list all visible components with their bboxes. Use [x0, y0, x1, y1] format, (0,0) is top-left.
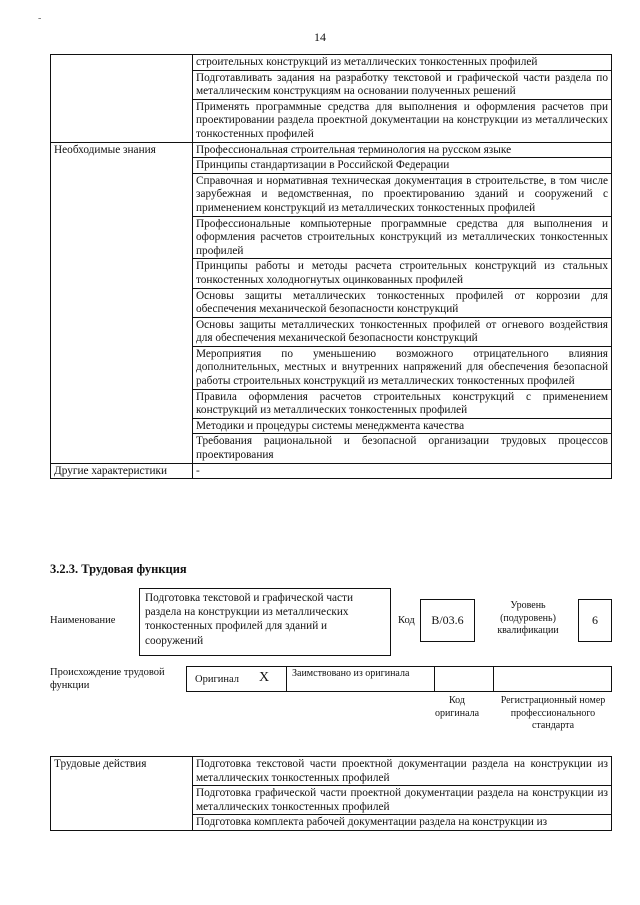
knowledge-item: Основы защиты металлических тонкостенных профилей от огневого воздействия для обеспечения механической безопасности конструкций: [193, 317, 612, 346]
other-characteristics-label: Другие характеристики: [51, 463, 193, 479]
knowledge-item: Основы защиты металлических тонкостенных профилей от коррозии для обеспечения механической безопасности конструкций: [193, 288, 612, 317]
origin-divider: [286, 666, 287, 692]
knowledge-item: Методики и процедуры системы менеджмента качества: [193, 418, 612, 434]
table-row: [51, 55, 612, 71]
page-number: 14: [314, 30, 326, 44]
function-name-box: [139, 588, 391, 656]
table-row: [51, 463, 612, 479]
level-box: [578, 599, 612, 642]
skills-category-cell: [51, 55, 193, 143]
knowledge-item: Профессиональная строительная терминология на русском языке: [193, 142, 612, 158]
table-row: [51, 757, 612, 786]
level-value: 6: [592, 613, 598, 627]
knowledge-item: Требования рациональной и безопасной организации трудовых процессов проектирования: [193, 434, 612, 463]
knowledge-item: Справочная и нормативная техническая документация в строительстве, в том числе зарубежная и ведомственная, по проектированию зданий и сооружений с применением конструкций из металлических тонкостенных профилей: [193, 173, 612, 216]
corner-mark: -: [38, 13, 42, 24]
name-label: Наименование: [50, 615, 116, 626]
knowledge-label: Необходимые знания: [51, 142, 193, 463]
knowledge-item: Правила оформления расчетов строительных конструкций с применением конструкций из металлических тонкостенных профилей: [193, 389, 612, 418]
code-original-caption: Код оригинала: [434, 695, 480, 719]
code-value: B/03.6: [431, 613, 464, 627]
code-label: Код: [398, 615, 415, 626]
borrowed-label: Заимствовано из оригинала: [292, 668, 410, 679]
origin-divider: [493, 666, 494, 692]
level-label: Уровень (подуровень) квалификации: [497, 600, 559, 636]
skill-item: строительных конструкций из металлических тонкостенных профилей: [193, 55, 612, 71]
origin-label: Происхождение трудовой функции: [50, 667, 165, 691]
origin-box: [186, 666, 612, 692]
action-item: Подготовка комплекта рабочей документации раздела на конструкции из: [193, 815, 612, 831]
code-box: [420, 599, 475, 642]
skill-item: Подготавливать задания на разработку текстовой и графической части раздела по металлическим конструкциям на основании полученных решений: [193, 70, 612, 99]
action-item: Подготовка графической части проектной документации раздела на конструкции из металлических тонкостенных профилей: [193, 786, 612, 815]
registration-number-caption: Регистрационный номер профессионального стандарта: [500, 695, 606, 731]
section-title: 3.2.3. Трудовая функция: [50, 562, 187, 576]
knowledge-item: Профессиональные компьютерные программные средства для выполнения и оформления расчетов строительных конструкций из металлических тонкостенных профилей: [193, 216, 612, 259]
knowledge-item: Мероприятия по уменьшению возможного отрицательного влияния дополнительных, местных и внутренних напряжений для обеспечения безопасной работы строительных конструкций из металлических тонкостенных профилей: [193, 346, 612, 389]
labour-actions-table: [50, 756, 612, 831]
function-name-value: Подготовка текстовой и графической части раздела на конструкции из металлических тонкостенных профилей для зданий и сооружений: [145, 592, 354, 647]
origin-divider: [434, 666, 435, 692]
other-characteristics-value: -: [193, 463, 612, 479]
actions-label: Трудовые действия: [51, 757, 193, 831]
knowledge-item: Принципы работы и методы расчета строительных конструкций из стальных тонкостенных холодногнутых оцинкованных профилей: [193, 259, 612, 288]
requirements-table: [50, 54, 612, 479]
original-label: Оригинал: [195, 674, 239, 685]
skill-item: Применять программные средства для выполнения и оформления расчетов при проектировании раздела проектной документации на конструкции из металлических тонкостенных профилей: [193, 99, 612, 142]
knowledge-item: Принципы стандартизации в Российской Федерации: [193, 158, 612, 174]
action-item: Подготовка текстовой части проектной документации раздела на конструкции из металлических тонкостенных профилей: [193, 757, 612, 786]
table-row: [51, 142, 612, 158]
original-mark: X: [259, 670, 270, 685]
